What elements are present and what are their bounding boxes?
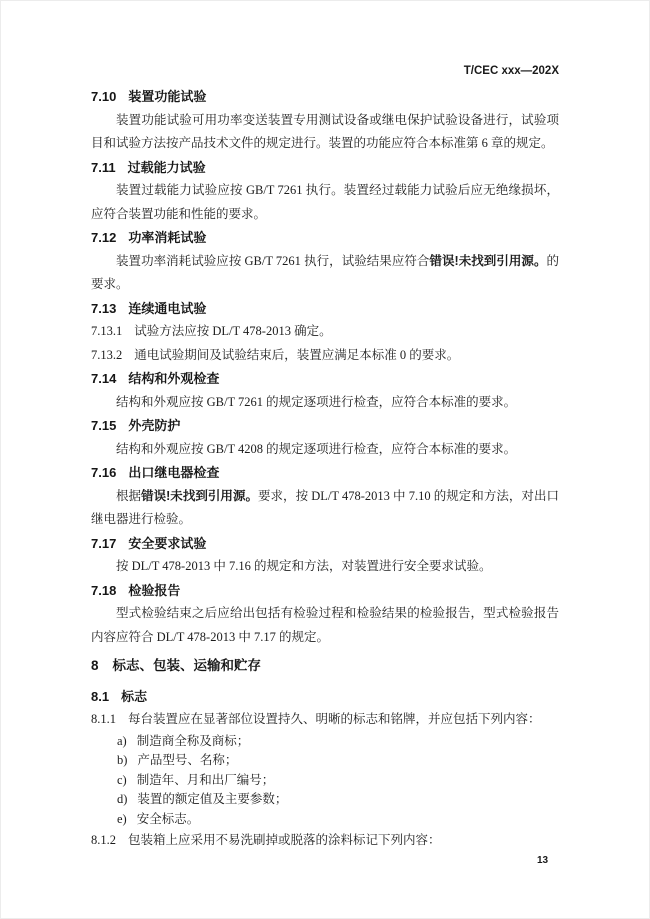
section-heading-7-15 <box>91 414 559 438</box>
paragraph-7-12 <box>91 250 559 297</box>
section-title: 结构和外观检查 <box>128 371 220 386</box>
paragraph-7-15: 结构和外观应按 GB/T 4208 的规定逐项进行检查，应符合本标准的要求。 <box>116 441 517 456</box>
error-reference-bold: 错误!未找到引用源。 <box>141 488 258 503</box>
section-heading-7-14 <box>91 367 559 391</box>
section-title: 检验报告 <box>128 582 181 598</box>
list-item-label: b) <box>117 753 128 767</box>
clause-7-13-2 <box>91 344 559 368</box>
paragraph-text: 根据 <box>116 488 142 503</box>
list-item-text: 制造年、月和出厂编号； <box>136 772 275 787</box>
list-item <box>117 810 559 830</box>
chapter-heading-8 <box>91 654 559 678</box>
list-item-text: 安全标志。 <box>136 811 200 826</box>
section-number: 7.13 <box>91 300 117 316</box>
list-item-label: c) <box>117 772 127 787</box>
section-number: 7.18 <box>91 582 117 598</box>
paragraph-7-16 <box>91 485 559 532</box>
chapter-number: 8 <box>91 658 99 673</box>
section-title: 外壳防护 <box>128 418 181 433</box>
clause-number: 8.1.2 <box>91 833 116 847</box>
document-content <box>91 85 559 853</box>
section-number: 7.12 <box>91 230 117 245</box>
section-number: 7.17 <box>91 535 117 551</box>
list-item-label: e) <box>117 811 127 826</box>
list-item-label: d) <box>117 792 128 806</box>
clause-text: 包装箱上应采用不易洗刷掉或脱落的涂料标记下列内容： <box>128 833 441 847</box>
clause-text: 每台装置应在显著部位设置持久、明晰的标志和铭牌，并应包括下列内容： <box>128 712 541 726</box>
clause-number: 7.13.2 <box>91 347 123 362</box>
paragraph-text: 的要求。 <box>91 253 559 291</box>
list-item-text: 产品型号、名称； <box>137 753 238 767</box>
clause-text: 通电试验期间及试验结束后，装置应满足本标准 0 的要求。 <box>134 347 460 362</box>
list-item-text: 制造商全称及商标； <box>136 733 250 748</box>
section-heading-7-13 <box>91 297 559 321</box>
list-8-1-1 <box>91 732 559 830</box>
clause-number: 8.1.1 <box>91 712 116 726</box>
clause-8-1-1 <box>91 708 559 732</box>
section-title: 安全要求试验 <box>128 535 207 551</box>
section-title: 过载能力试验 <box>127 159 206 175</box>
section-number: 7.15 <box>91 418 117 433</box>
section-heading-7-17 <box>91 532 559 556</box>
paragraph-text: 装置功率消耗试验应按 GB/T 7261 执行，试验结果应符合 <box>116 253 430 268</box>
paragraph-text: 要求，按 DL/T 478-2013 中 7.10 的规定和方法，对出口继电器进行检验。 <box>91 488 559 526</box>
list-item <box>117 790 559 810</box>
list-item <box>117 732 559 752</box>
section-heading-7-16 <box>91 461 559 485</box>
paragraph-7-10: 装置功能试验可用功率变送装置专用测试设备或继电保护试验设备进行，试验项目和试验方法按产品技术文件的规定进行。装置的功能应符合本标准第 6 章的规定。 <box>91 112 559 150</box>
paragraph-7-14: 结构和外观应按 GB/T 7261 的规定逐项进行检查，应符合本标准的要求。 <box>116 394 517 409</box>
error-reference-bold: 错误!未找到引用源。 <box>429 253 547 268</box>
section-title: 出口继电器检查 <box>128 465 220 480</box>
page-number: 13 <box>537 855 549 866</box>
section-heading-7-11 <box>91 156 559 180</box>
section-heading-7-18 <box>91 579 559 603</box>
section-title: 标志 <box>121 688 148 704</box>
list-item-text: 装置的额定值及主要参数； <box>137 792 288 806</box>
clause-text: 试验方法应按 DL/T 478-2013 确定。 <box>134 324 332 338</box>
page-header <box>91 63 559 79</box>
clause-number: 7.13.1 <box>91 324 123 338</box>
section-number: 7.14 <box>91 371 117 386</box>
clause-7-13-1 <box>91 320 559 344</box>
list-item <box>117 751 559 771</box>
section-title: 功率消耗试验 <box>128 230 207 245</box>
section-title: 连续通电试验 <box>128 300 207 316</box>
section-number: 8.1 <box>91 688 110 704</box>
clause-8-1-2 <box>91 829 559 853</box>
list-item-label: a) <box>117 733 127 748</box>
section-number: 7.16 <box>91 465 117 480</box>
paragraph-7-11: 装置过载能力试验应按 GB/T 7261 执行。装置经过载能力试验后应无绝缘损坏，应符合装置功能和性能的要求。 <box>91 183 559 221</box>
chapter-title: 标志、包装、运输和贮存 <box>112 658 262 673</box>
paragraph-7-18: 型式检验结束之后应给出包括有检验过程和检验结果的检验报告，型式检验报告内容应符合 DL/T 478-2013 中 7.17 的规定。 <box>91 606 559 644</box>
section-number: 7.11 <box>91 159 116 175</box>
section-number: 7.10 <box>91 89 117 104</box>
section-heading-7-10 <box>91 85 559 109</box>
section-heading-8-1 <box>91 685 559 709</box>
list-item <box>117 771 559 791</box>
paragraph-7-17: 按 DL/T 478-2013 中 7.16 的规定和方法，对装置进行安全要求试验。 <box>116 559 492 573</box>
section-title: 装置功能试验 <box>128 89 207 104</box>
section-heading-7-12 <box>91 226 559 250</box>
doc-code: T/CEC xxx—202X <box>463 65 559 77</box>
